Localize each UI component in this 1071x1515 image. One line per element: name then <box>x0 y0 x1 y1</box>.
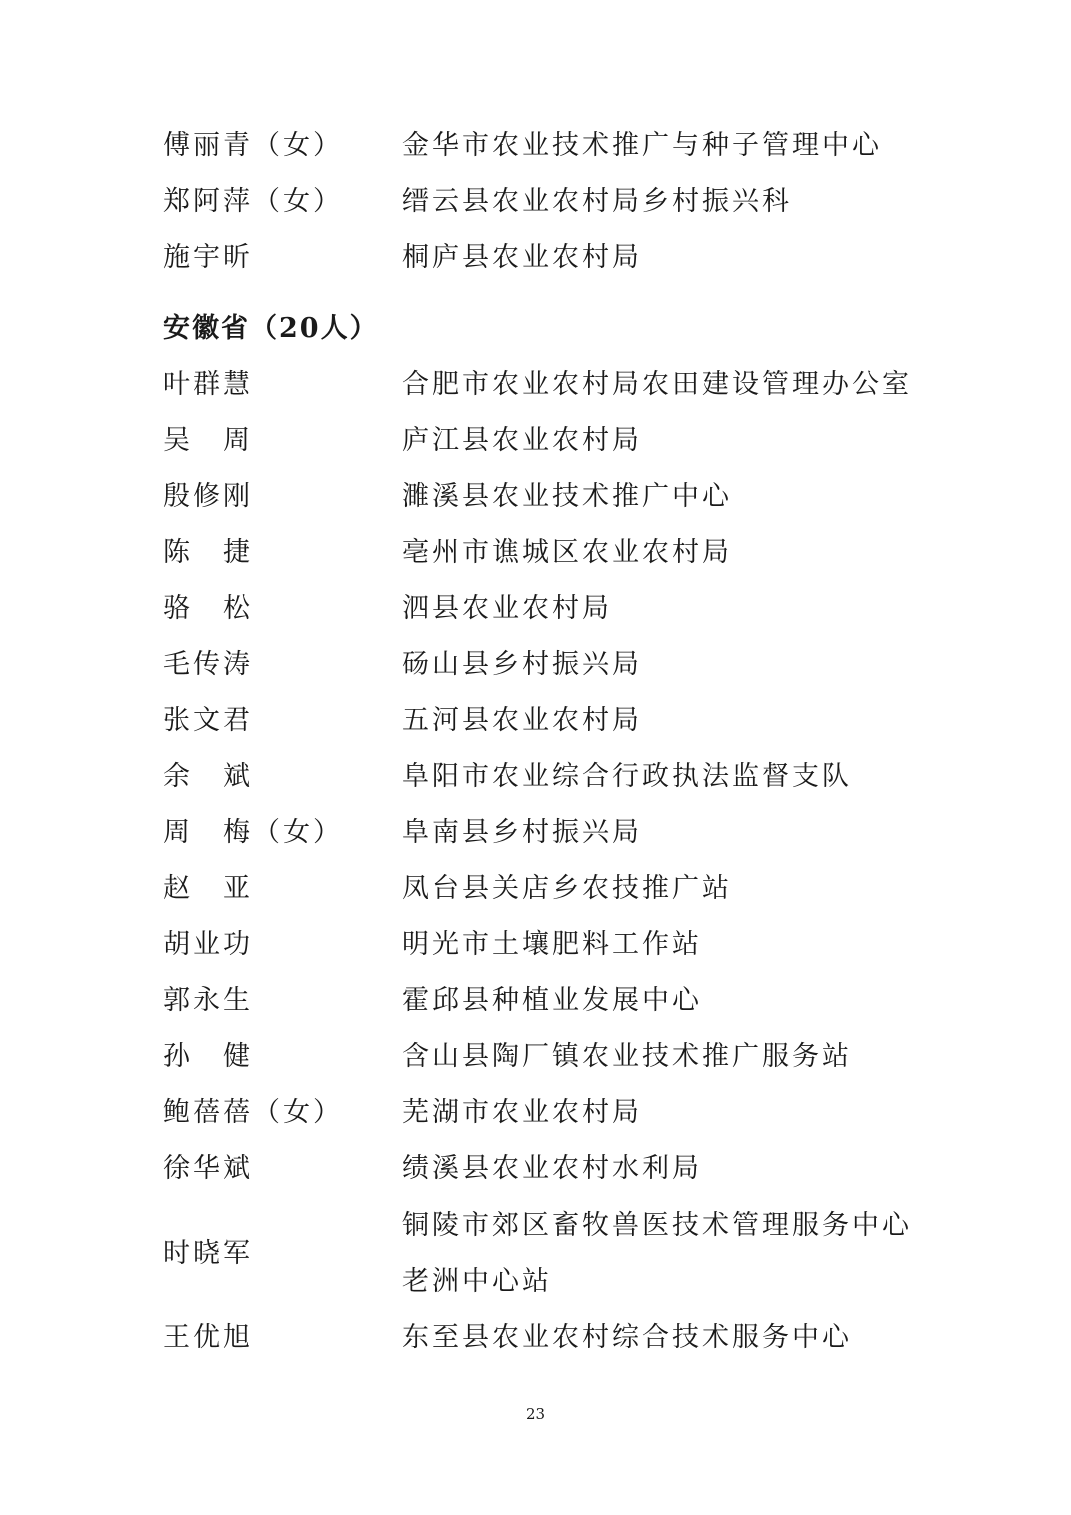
person-name: 殷修刚 <box>163 481 253 512</box>
organization: 凤台县关店乡农技推广站 <box>402 873 732 904</box>
person-name: 郑阿萍（女） <box>163 186 343 217</box>
list-item <box>0 861 1071 917</box>
list-item <box>0 749 1071 805</box>
list-item <box>0 413 1071 469</box>
organization: 缙云县农业农村局乡村振兴科 <box>402 186 792 217</box>
person-name: 陈 捷 <box>163 537 253 568</box>
person-name: 时晓军 <box>163 1238 253 1269</box>
person-name: 周 梅（女） <box>163 817 343 848</box>
list-item <box>0 973 1071 1029</box>
list-item <box>0 118 1071 174</box>
person-name: 徐华斌 <box>163 1153 253 1184</box>
person-name: 傅丽青（女） <box>163 130 343 161</box>
list-item <box>0 174 1071 230</box>
person-name: 骆 松 <box>163 593 253 624</box>
person-name: 毛传涛 <box>163 649 253 680</box>
organization: 五河县农业农村局 <box>402 705 642 736</box>
organization: 金华市农业技术推广与种子管理中心 <box>402 130 882 161</box>
list-item <box>0 525 1071 581</box>
person-name: 叶群慧 <box>163 369 253 400</box>
organization: 亳州市谯城区农业农村局 <box>402 537 732 568</box>
province-heading: 安徽省（20人） <box>163 313 379 344</box>
person-name: 王优旭 <box>163 1322 253 1353</box>
person-name: 孙 健 <box>163 1041 253 1072</box>
list-item <box>0 1141 1071 1197</box>
person-name: 鲍蓓蓓（女） <box>163 1097 343 1128</box>
list-item <box>0 230 1071 286</box>
organization: 庐江县农业农村局 <box>402 425 642 456</box>
organization: 阜南县乡村振兴局 <box>402 817 642 848</box>
organization: 濉溪县农业技术推广中心 <box>402 481 732 512</box>
list-item <box>0 1029 1071 1085</box>
person-name: 胡业功 <box>163 929 253 960</box>
organization-line-2: 老洲中心站 <box>402 1266 552 1297</box>
list-item <box>0 637 1071 693</box>
organization: 砀山县乡村振兴局 <box>402 649 642 680</box>
organization: 霍邱县种植业发展中心 <box>402 985 702 1016</box>
organization: 明光市土壤肥料工作站 <box>402 929 702 960</box>
organization: 含山县陶厂镇农业技术推广服务站 <box>402 1041 852 1072</box>
page-number: 23 <box>525 1405 546 1423</box>
list-item <box>0 1310 1071 1366</box>
list-item <box>0 469 1071 525</box>
list-item <box>0 581 1071 637</box>
person-name: 余 斌 <box>163 761 253 792</box>
organization: 泗县农业农村局 <box>402 593 612 624</box>
organization: 合肥市农业农村局农田建设管理办公室 <box>402 369 912 400</box>
person-name: 郭永生 <box>163 985 253 1016</box>
list-item <box>0 1085 1071 1141</box>
organization: 东至县农业农村综合技术服务中心 <box>402 1322 852 1353</box>
list-item <box>0 693 1071 749</box>
list-item <box>0 805 1071 861</box>
person-name: 吴 周 <box>163 425 253 456</box>
list-item <box>0 917 1071 973</box>
person-name: 赵 亚 <box>163 873 253 904</box>
person-name: 施宇昕 <box>163 242 253 273</box>
organization: 芜湖市农业农村局 <box>402 1097 642 1128</box>
organization: 阜阳市农业综合行政执法监督支队 <box>402 761 852 792</box>
organization: 绩溪县农业农村水利局 <box>402 1153 702 1184</box>
person-name: 张文君 <box>163 705 253 736</box>
organization-line-1: 铜陵市郊区畜牧兽医技术管理服务中心 <box>402 1210 912 1241</box>
organization: 桐庐县农业农村局 <box>402 242 642 273</box>
list-item <box>0 357 1071 413</box>
list-item <box>0 1198 1071 1310</box>
